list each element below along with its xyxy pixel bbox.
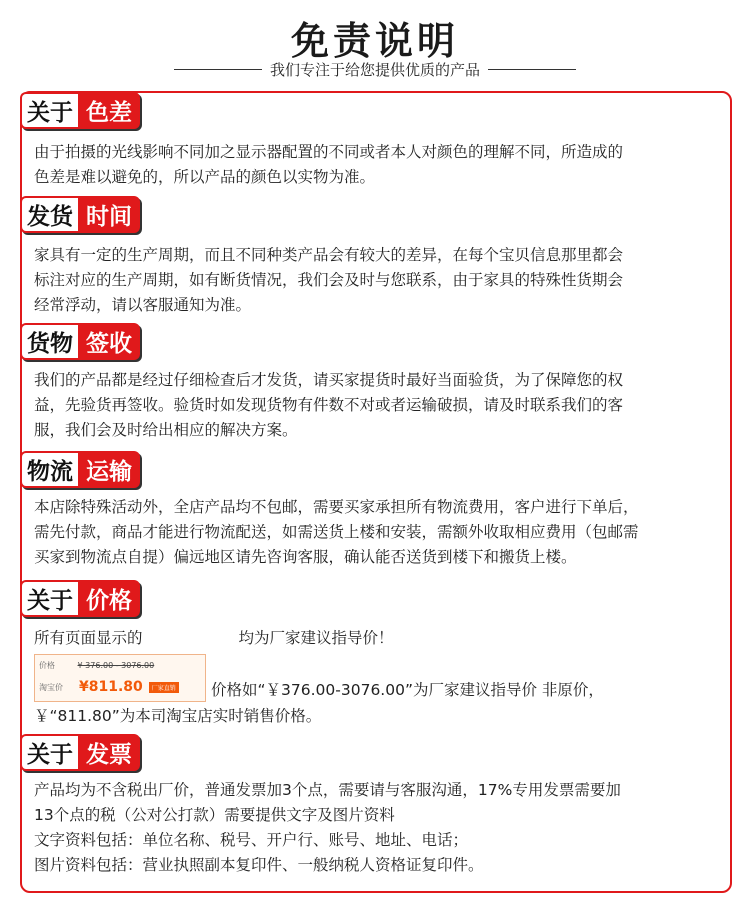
text-line: 13个点的税（公对公打款）需要提供文字及图片资料	[34, 806, 395, 824]
section-body-goods-receipt	[34, 368, 724, 443]
price-explain-line: 价格如“￥376.00-3076.00”为厂家建议指导价 非原价，	[211, 681, 604, 699]
price-example-row-original	[39, 660, 154, 671]
section-header-prefix: 发货	[20, 196, 78, 233]
section-body-invoice	[34, 778, 724, 878]
text-line: 益，先验货再签收。验货时如发现货物有件数不对或者运输破损，请及时联系我们的客	[34, 396, 624, 414]
text-line: 由于拍摄的光线影响不同加之显示器配置的不同或者本人对颜色的理解不同，所造成的	[34, 143, 624, 161]
section-header-prefix: 关于	[20, 734, 78, 771]
section-body-color-difference	[34, 140, 724, 190]
section-header-logistics	[20, 451, 140, 488]
price-note-line	[34, 626, 394, 648]
section-header-prefix: 关于	[20, 580, 78, 617]
section-header-prefix: 货物	[20, 323, 78, 360]
section-body-delivery-time	[34, 243, 724, 318]
text-line: 产品均为不含税出厂价，普通发票加3个点，需要请与客服沟通，17%专用发票需要加	[34, 781, 621, 799]
section-header-keyword: 签收	[78, 323, 140, 360]
subtitle: 我们专注于给您提供优质的产品	[269, 60, 480, 79]
page-title: 免责说明	[290, 19, 459, 63]
text-line: 本店除特殊活动外，全店产品均不包邮，需要买家承担所有物流费用，客户进行下单后，	[34, 498, 639, 516]
section-header-keyword: 时间	[78, 196, 140, 233]
price-example-tag: 厂家直销	[149, 682, 179, 693]
text-line: 需先付款，商品才能进行物流配送，如需送货上楼和安装，需额外收取相应费用（包邮需	[34, 523, 639, 541]
text-line: 家具有一定的生产周期，而且不同种类产品会有较大的差异，在每个宝贝信息那里都会	[34, 246, 624, 264]
section-header-prefix: 物流	[20, 451, 78, 488]
section-header-delivery-time	[20, 196, 140, 233]
section-header-keyword: 发票	[78, 734, 140, 771]
price-note-part-a: 所有页面显示的	[34, 629, 143, 647]
subtitle-left-line	[174, 69, 262, 70]
subtitle-row	[0, 58, 750, 80]
subtitle-right-line	[488, 69, 576, 70]
text-line: 标注对应的生产周期，如有断货情况，我们会及时与您联系，由于家具的特殊性货期会	[34, 271, 624, 289]
text-line: 色差是难以避免的，所以产品的颜色以实物为准。	[34, 168, 376, 186]
price-explain-line: ￥“811.80”为本司淘宝店实时销售价格。	[34, 707, 322, 725]
price-example-current-price: ¥811.80	[79, 679, 143, 695]
price-example-label: 价格	[39, 661, 55, 670]
section-header-invoice	[20, 734, 140, 771]
section-header-keyword: 价格	[78, 580, 140, 617]
price-example-row-taobao	[39, 679, 179, 695]
text-line: 图片资料包括：营业执照副本复印件、一般纳税人资格证复印件。	[34, 856, 484, 874]
price-example-image	[34, 654, 206, 702]
section-header-keyword: 运输	[78, 451, 140, 488]
section-header-color-difference	[20, 92, 140, 129]
section-header-prefix: 关于	[20, 92, 78, 129]
section-header-keyword: 色差	[78, 92, 140, 129]
section-header-price	[20, 580, 140, 617]
price-note-part-b: 均为厂家建议指导价！	[238, 629, 394, 647]
price-example-label: 淘宝价	[39, 682, 63, 692]
price-example-old-price: ¥ 376.00 - 3076.00	[77, 661, 155, 670]
section-body-logistics	[34, 495, 724, 570]
text-line: 我们的产品都是经过仔细检查后才发货，请买家提货时最好当面验货，为了保障您的权	[34, 371, 624, 389]
section-header-goods-receipt	[20, 323, 140, 360]
text-line: 文字资料包括：单位名称、税号、开户行、账号、地址、电话；	[34, 831, 469, 849]
text-line: 服，我们会及时给出相应的解决方案。	[34, 421, 298, 439]
text-line: 经常浮动，请以客服通知为准。	[34, 296, 252, 314]
text-line: 买家到物流点自提）偏远地区请先咨询客服，确认能否送货到楼下和搬货上楼。	[34, 548, 577, 566]
